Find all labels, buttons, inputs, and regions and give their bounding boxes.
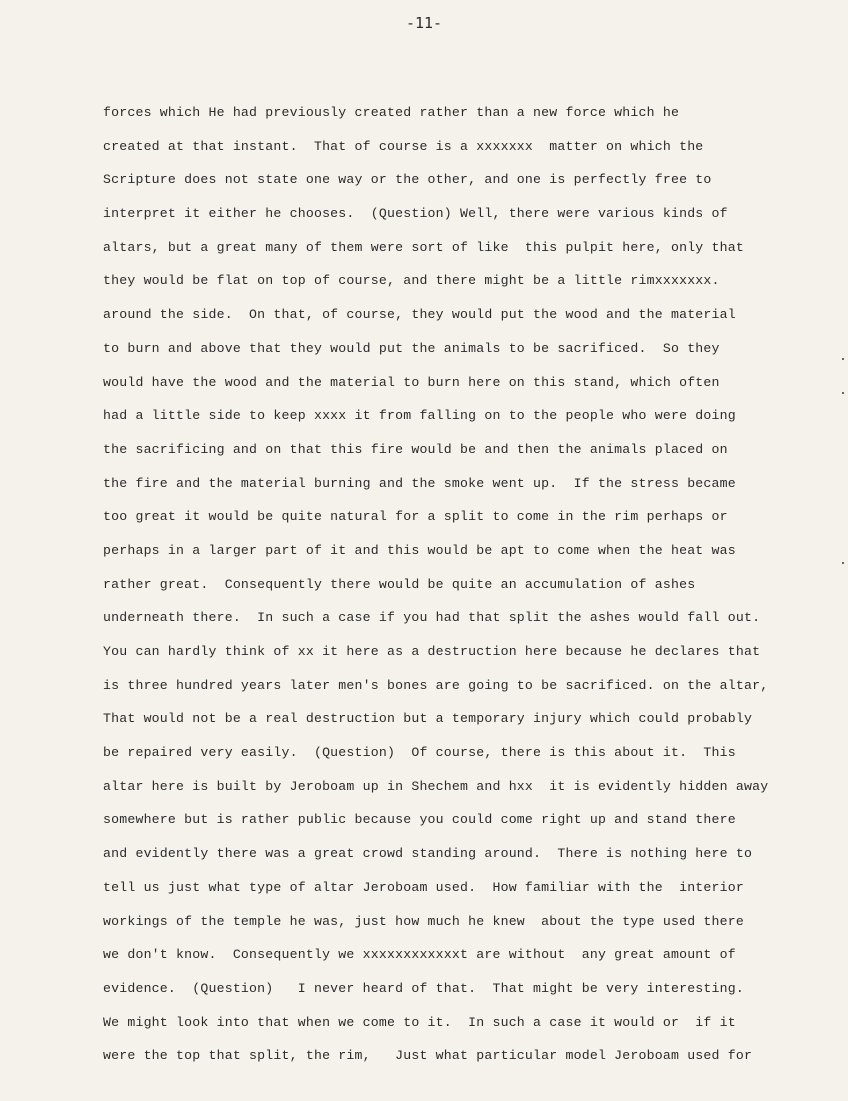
- text-line: and evidently there was a great crowd standing around. There is nothing here to: [103, 846, 753, 862]
- text-line: tell us just what type of altar Jeroboam used. How familiar with the interior: [103, 879, 744, 895]
- text-line: You can hardly think of xx it here as a destruction here because he declares that: [103, 644, 761, 659]
- margin-dot: [842, 358, 844, 360]
- margin-dot: [842, 392, 844, 394]
- text-line: were the top that split, the rim, Just what particular model Jeroboam used for: [103, 1048, 753, 1064]
- text-line: forces which He had previously created rather than a new force which he: [103, 105, 680, 120]
- text-line: That would not be a real destruction but a temporary injury which could probably: [103, 711, 753, 727]
- text-line: too great it would be quite natural for a split to come in the rim perhaps or: [103, 509, 728, 525]
- text-line: rather great. Consequently there would be quite an accumulation of ashes: [103, 576, 696, 592]
- text-line: we don't know. Consequently we xxxxxxxxxxxxt are without any great amount of: [103, 947, 736, 963]
- text-line: interpret it either he chooses. (Question) Well, there were various kinds of: [103, 206, 728, 222]
- text-line: to burn and above that they would put the animals to be sacrificed. So they: [103, 340, 720, 356]
- text-line: evidence. (Question) I never heard of that. That might be very interesting.: [103, 980, 744, 996]
- text-line: is three hundred years later men's bones are going to be sacrificed. on the altar,: [103, 677, 769, 693]
- text-line: altars, but a great many of them were sort of like this pulpit here, only that: [103, 239, 744, 255]
- text-line: would have the wood and the material to burn here on this stand, which often: [103, 374, 720, 390]
- text-line: workings of the temple he was, just how much he knew about the type used there: [103, 913, 744, 929]
- text-line: perhaps in a larger part of it and this would be apt to come when the heat was: [103, 542, 736, 558]
- margin-dot: [842, 562, 844, 564]
- text-line: they would be flat on top of course, and there might be a little rimxxxxxxx.: [103, 273, 720, 289]
- body-text: [103, 96, 803, 1073]
- page-number: -11-: [405, 14, 443, 32]
- text-line: altar here is built by Jeroboam up in Shechem and hxx it is evidently hidden away: [103, 778, 769, 794]
- text-line: be repaired very easily. (Question) Of course, there is this about it. This: [103, 745, 736, 761]
- text-line: had a little side to keep xxxx it from falling on to the people who were doing: [103, 408, 736, 424]
- text-line: Scripture does not state one way or the other, and one is perfectly free to: [103, 172, 712, 188]
- text-line: underneath there. In such a case if you had that split the ashes would fall out.: [103, 610, 761, 626]
- text-line: the sacrificing and on that this fire would be and then the animals placed on: [103, 441, 728, 457]
- text-line: somewhere but is rather public because you could come right up and stand there: [103, 812, 736, 828]
- text-line: around the side. On that, of course, they would put the wood and the material: [103, 307, 736, 323]
- text-line: the fire and the material burning and the smoke went up. If the stress became: [103, 475, 736, 491]
- text-line: We might look into that when we come to it. In such a case it would or if it: [103, 1014, 736, 1030]
- text-line: created at that instant. That of course is a xxxxxxx matter on which the: [103, 138, 704, 154]
